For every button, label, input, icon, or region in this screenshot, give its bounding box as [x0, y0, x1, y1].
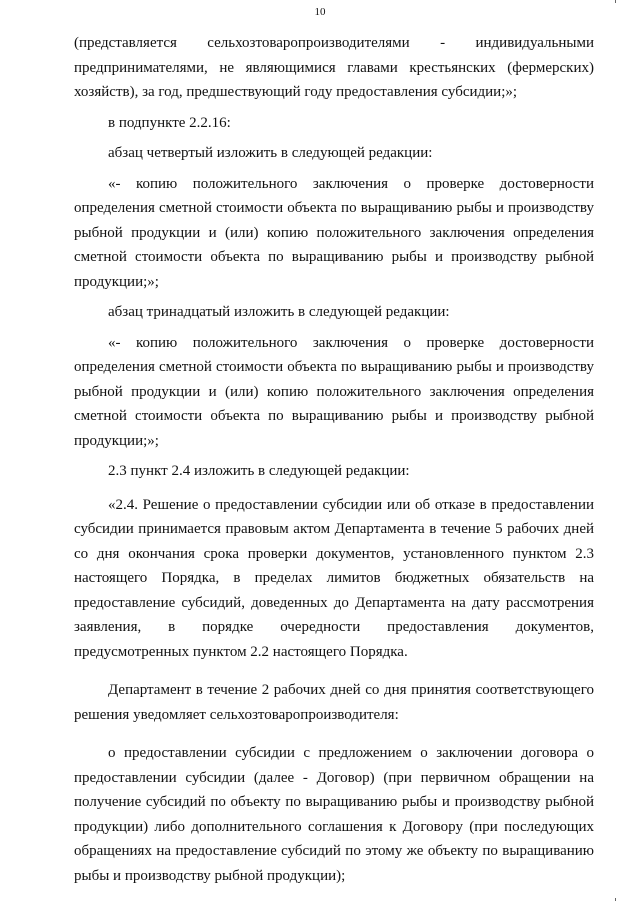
scan-edge-mark-top: [615, 0, 616, 3]
paragraph-subsidy-offer: о предоставлении субсидии с предложением о заключении договора о предоставлении субсидии (далее - Договор) (при первичном обращении на получение субсидий по объекту по выращиванию рыбы и производству рыбной продукции) либо дополнительного соглашения к Договору (при последующих обращениях на предоставление субсидий по этому же объекту по выращиванию рыбы и производству рыбной продукции);: [74, 745, 594, 884]
paragraph-subclause-ref: в подпункте 2.2.16:: [108, 114, 231, 131]
scan-edge-mark-bottom: [615, 898, 616, 901]
paragraph-point-2-3: 2.3 пункт 2.4 изложить в следующей редакции:: [108, 463, 410, 479]
paragraph-continuation: (представляется сельхозтоваропроизводителями - индивидуальными предпринимателями, не являющимися главами крестьянских (фермерских) хозяйств), за год, предшествующий году предоставления субсидии;»;: [74, 35, 594, 100]
paragraph-clause-2-4: «2.4. Решение о предоставлении субсидии или об отказе в предоставлении субсидии принимается правовым актом Департамента в течение 5 рабочих дней со дня окончания срока проверки документов, установленного пунктом 2.3 настоящего Порядка, в пределах лимитов бюджетных обязательств на предоставление субсидий, доведенных до Департамента на дату рассмотрения заявления, в порядке очередности предоставления документов, предусмотренных пунктом 2.2 настоящего Порядка.: [74, 496, 594, 660]
page-number: 10: [314, 6, 326, 18]
paragraph-amend-thirteenth: абзац тринадцатый изложить в следующей редакции:: [108, 304, 450, 320]
paragraph-department-notice: Департамент в течение 2 рабочих дней со дня принятия соответствующего решения уведомляет сельхозтоваропроизводителя:: [74, 682, 594, 723]
document-body: [74, 31, 594, 888]
paragraph-quote-thirteenth: «- копию положительного заключения о проверке достоверности определения сметной стоимости объекта по выращиванию рыбы и производству рыбной продукции и (или) копию положительного заключения определения сметной стоимости объекта по выращиванию рыбы и производству рыбной продукции;»;: [74, 334, 594, 449]
paragraph-quote-fourth: «- копию положительного заключения о проверке достоверности определения сметной стоимости объекта по выращиванию рыбы и производству рыбной продукции и (или) копию положительного заключения определения сметной стоимости объекта по выращиванию рыбы и производству рыбной продукции;»;: [74, 175, 594, 290]
paragraph-amend-fourth: абзац четвертый изложить в следующей редакции:: [108, 145, 433, 161]
